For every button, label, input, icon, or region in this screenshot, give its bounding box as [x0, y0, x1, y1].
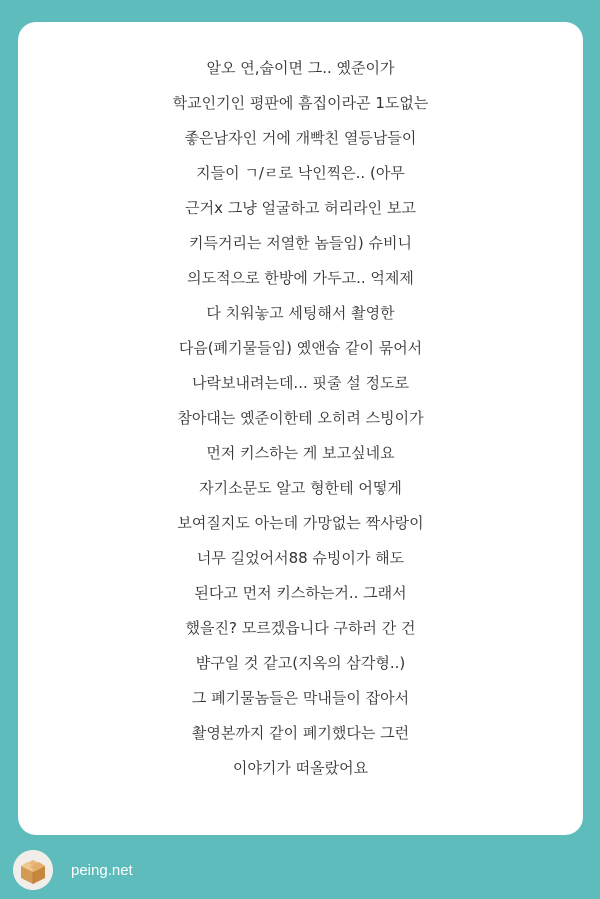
question-line: 했을진? 모르겠읍니다 구하러 간 건 [185, 619, 416, 637]
question-line: 알오 연,숩이면 그.. 옜준이가 [206, 59, 395, 77]
question-line: 키득거리는 저열한 놈들임) 슈비니 [188, 234, 413, 252]
box-icon[interactable] [13, 850, 53, 890]
question-line: 된다고 먼저 키스하는거.. 그래서 [194, 584, 407, 602]
question-line: 학교인기인 평판에 흠집이라곤 1도없는 [172, 94, 429, 112]
question-line: 그 폐기물놈들은 막내들이 잡아서 [191, 689, 410, 707]
question-line: 너무 길었어서88 슈빙이가 해도 [196, 549, 405, 567]
question-text [18, 51, 583, 786]
question-card [18, 22, 583, 835]
question-line: 다음(폐기물들임) 옜앤숩 같이 묶어서 [178, 339, 423, 357]
question-line: 의도적으로 한방에 가두고.. 억제제 [187, 269, 414, 287]
question-line: 이야기가 떠올랐어요 [232, 759, 369, 777]
question-line: 뱜구일 것 같고(지옥의 삼각형..) [195, 654, 406, 672]
question-line: 다 치워놓고 세팅해서 촬영한 [206, 304, 395, 322]
question-line: 자기소문도 알고 형한테 어떻게 [199, 479, 402, 497]
question-line: 좋은남자인 거에 개빡친 열등남들이 [184, 129, 417, 147]
footer [13, 850, 133, 890]
question-line: 먼저 키스하는 게 보고싶네요 [206, 444, 395, 462]
question-line: 지들이 ㄱ/ㄹ로 낙인찍은.. (아무 [196, 164, 405, 182]
question-line: 근거x 그냥 얼굴하고 허리라인 보고 [185, 199, 416, 217]
question-line: 나락보내려는데... 핏줄 설 정도로 [192, 374, 409, 392]
question-line: 촬영본까지 같이 폐기했다는 그런 [191, 724, 410, 742]
brand-link[interactable]: peing.net [71, 861, 133, 879]
question-line: 보여질지도 아는데 가망없는 짝사랑이 [177, 514, 424, 532]
question-line: 참아대는 옜준이한테 오히려 스빙이가 [177, 409, 424, 427]
